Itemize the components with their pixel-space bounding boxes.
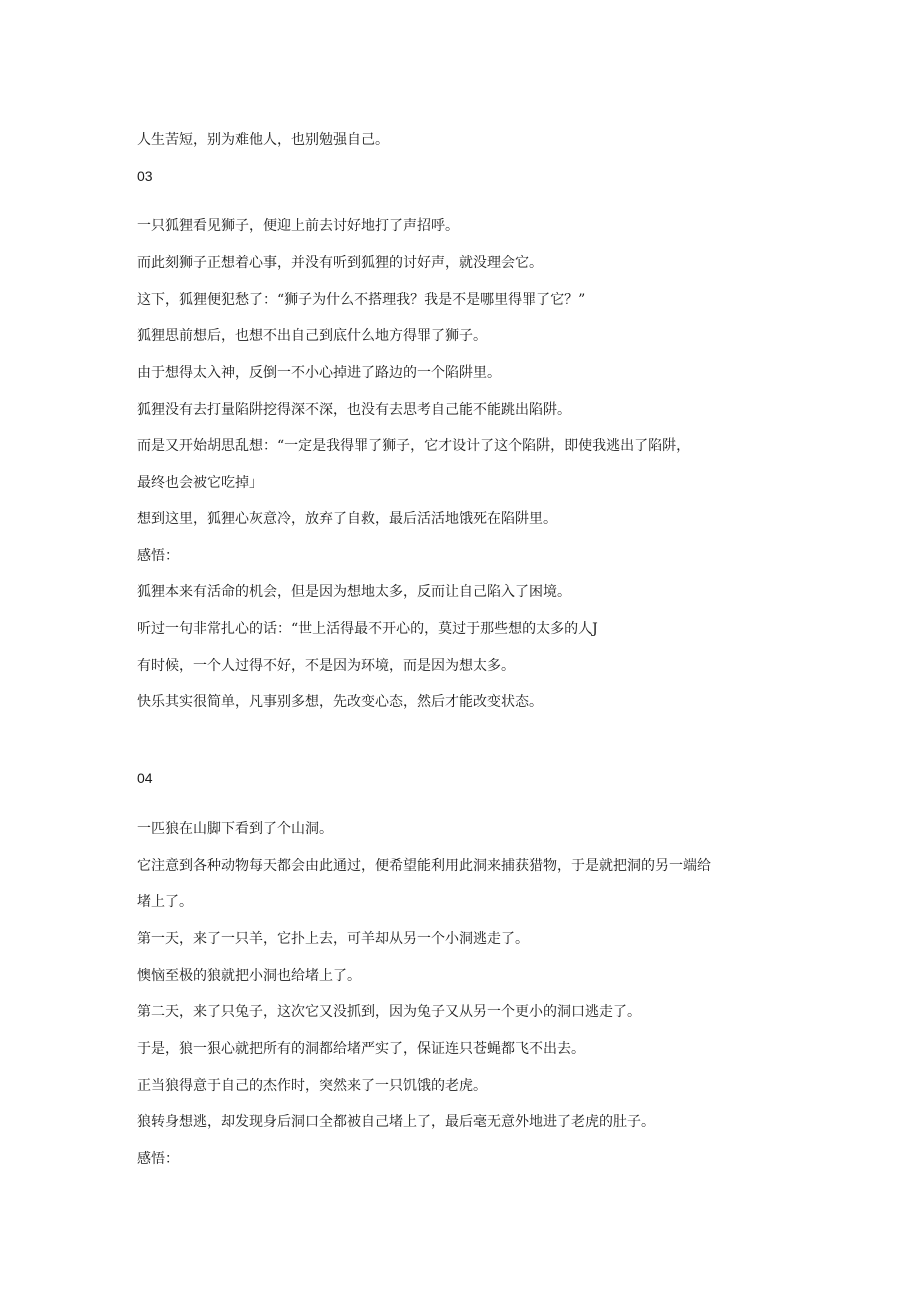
section-03-paragraph: 听过一句非常扎心的话：“世上活得最不开心的，莫过于那些想的太多的人J	[137, 621, 598, 637]
section-04-paragraph: 它注意到各种动物每天都会由此通过，便希望能利用此洞来捕获猎物，于是就把洞的另一端给	[137, 858, 711, 874]
section-03-paragraph: 狐狸思前想后，也想不出自己到底什么地方得罪了狮子。	[137, 328, 487, 344]
section-04-paragraph: 第一天，来了一只羊，它扑上去，可羊却从另一个小洞逃走了。	[137, 931, 529, 947]
section-03-paragraph: 最终也会被它吃掉」	[137, 475, 263, 491]
section-03-paragraph: 这下，狐狸便犯愁了：“狮子为什么不搭理我？我是不是哪里得罪了它？”	[137, 292, 586, 308]
section-03-paragraph: 一只狐狸看见狮子，便迎上前去讨好地打了声招呼。	[137, 218, 459, 234]
section-number-04: 04	[137, 770, 153, 786]
section-04-paragraph: 堵上了。	[137, 894, 193, 910]
section-03-paragraph: 想到这里，狐狸心灰意冷，放弃了自救，最后活活地饿死在陷阱里。	[137, 511, 557, 527]
section-04-paragraph: 狼转身想逃，却发现身后洞口全都被自己堵上了，最后毫无意外地进了老虎的肚子。	[137, 1114, 655, 1130]
section-03-paragraph: 而此刻狮子正想着心事，并没有听到狐狸的讨好声，就没理会它。	[137, 255, 543, 271]
section-03-paragraph: 而是又开始胡思乱想：“一定是我得罪了狮子，它才设计了这个陷阱，即使我逃出了陷阱，	[137, 438, 691, 454]
section-04-reflection-heading: 感悟：	[137, 1151, 179, 1167]
opening-line: 人生苦短，别为难他人，也别勉强自己。	[137, 132, 389, 148]
section-04-paragraph: 懊恼至极的狼就把小洞也给堵上了。	[137, 968, 361, 984]
section-03-paragraph: 快乐其实很简单，凡事别多想，先改变心态，然后才能改变状态。	[137, 694, 543, 710]
section-03-paragraph: 有时候，一个人过得不好，不是因为环境，而是因为想太多。	[137, 658, 515, 674]
section-03-paragraph: 由于想得太入神，反倒一不小心掉进了路边的一个陷阱里。	[137, 365, 501, 381]
section-04-paragraph: 正当狼得意于自己的杰作时，突然来了一只饥饿的老虎。	[137, 1078, 487, 1094]
section-number-03: 03	[137, 168, 153, 184]
section-04-paragraph: 于是，狼一狠心就把所有的洞都给堵严实了，保证连只苍蝇都飞不出去。	[137, 1041, 585, 1057]
section-03-paragraph: 狐狸本来有活命的机会，但是因为想地太多，反而让自己陷入了困境。	[137, 584, 571, 600]
section-03-reflection-heading: 感悟：	[137, 548, 179, 564]
section-03-paragraph: 狐狸没有去打量陷阱挖得深不深，也没有去思考自己能不能跳出陷阱。	[137, 402, 571, 418]
section-04-paragraph: 第二天，来了只兔子，这次它又没抓到，因为兔子又从另一个更小的洞口逃走了。	[137, 1004, 641, 1020]
section-04-paragraph: 一匹狼在山脚下看到了个山洞。	[137, 821, 333, 837]
